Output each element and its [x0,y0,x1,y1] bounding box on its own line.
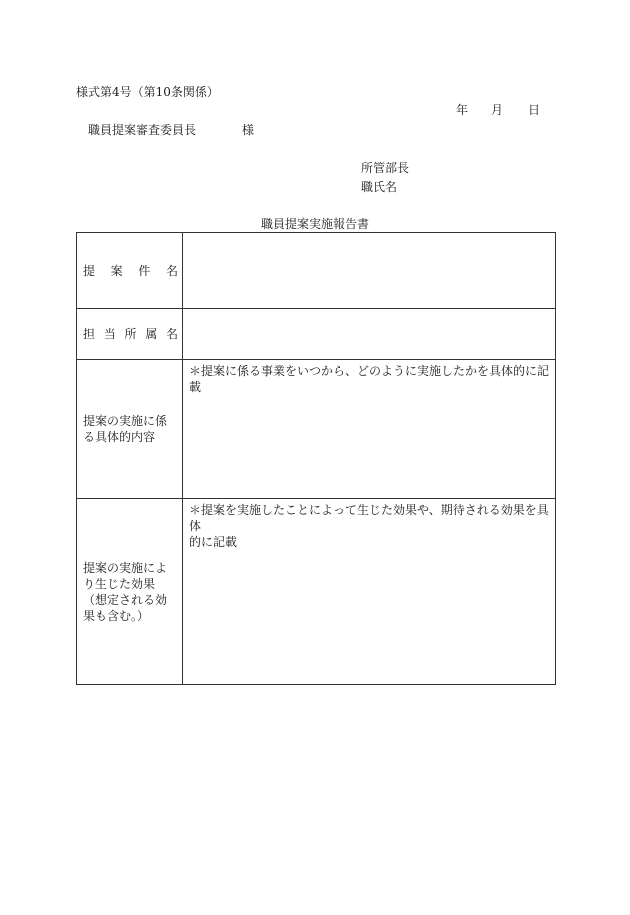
label-char: 属 [145,327,158,341]
label-implementation-details [77,360,183,499]
label-line: 果も含む。） [83,608,150,623]
label-line: る具体的内容 [83,430,156,444]
form-number: 様式第4号（第10条関係） [76,85,219,99]
table-row-department [77,309,556,360]
label-department [77,309,183,360]
sender-department: 所管部長 [361,161,410,175]
field-department[interactable] [183,309,556,360]
label-line: （想定される効 [83,592,168,607]
label-char: 件 [138,263,151,278]
label-effects [77,499,183,685]
table-row-implementation-details [77,360,556,499]
instruction-text: 的に記載 [189,535,238,549]
label-char: 担 [83,327,96,341]
label-char: 所 [124,327,137,341]
label-char: 案 [110,263,123,278]
instruction-text: ＊提案に係る事業をいつから、どのように実施したかを具体的に記載 [189,364,550,394]
date-day-label: 日 [528,103,541,117]
field-effects[interactable] [183,499,556,685]
sender-title-name: 職氏名 [361,180,398,194]
label-proposal-title [77,233,183,309]
report-table [76,232,556,685]
field-implementation-details[interactable] [183,360,556,499]
label-line: 提案の実施に係 [83,414,168,428]
instruction-text: ＊提案を実施したことによって生じた効果や、期待される効果を具体 [189,503,549,533]
table-row-effects [77,499,556,685]
label-char: 当 [103,327,116,341]
label-char: 名 [165,263,178,278]
addressee-honorific: 様 [242,123,255,137]
label-line: り生じた効果 [83,576,156,591]
document-title: 職員提案実施報告書 [260,217,369,231]
table-row-proposal-title [77,233,556,309]
label-line: 提案の実施によ [83,560,168,575]
addressee-name: 職員提案審査委員長 [88,123,197,137]
date-month-label: 月 [491,103,504,117]
label-char: 名 [165,327,178,341]
label-char: 提 [83,263,96,278]
date-year-label: 年 [456,103,469,117]
field-proposal-title[interactable] [183,233,556,309]
